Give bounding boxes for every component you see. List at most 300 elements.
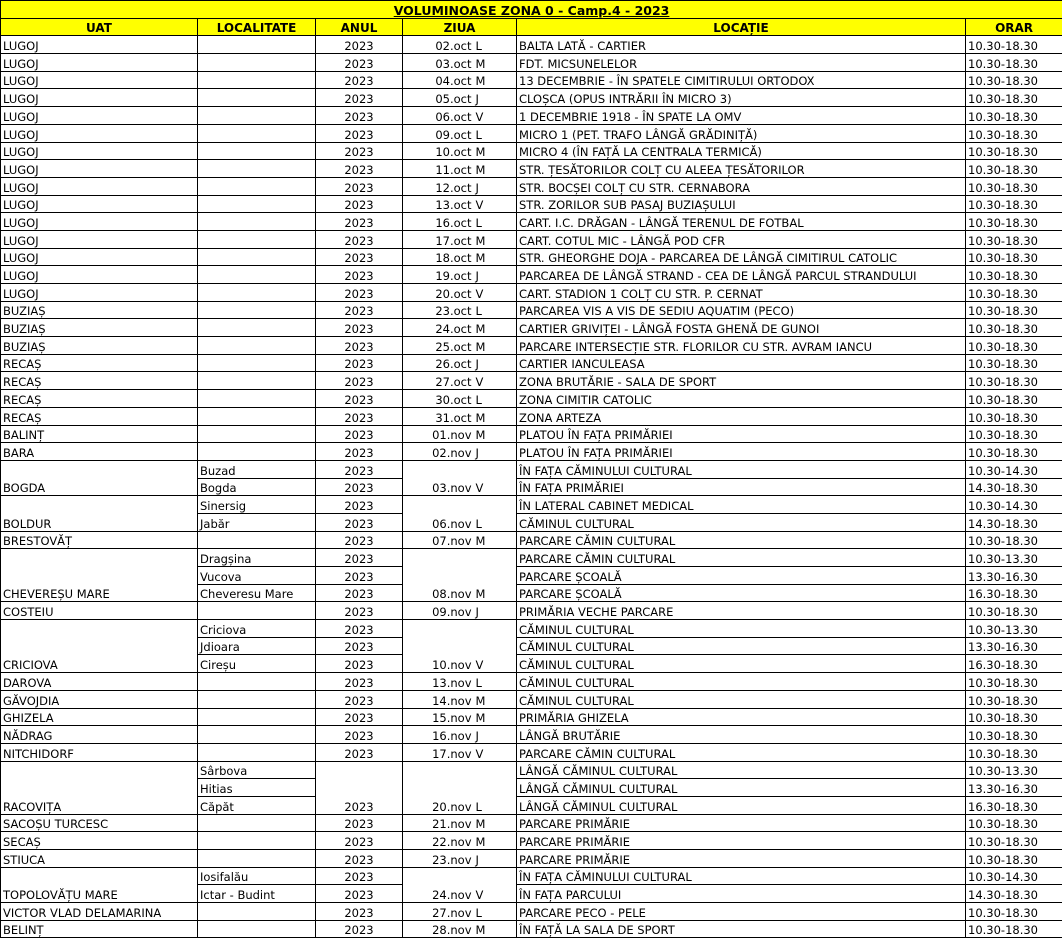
localitate-cell[interactable]: Hitias bbox=[198, 779, 316, 797]
uat-cell[interactable]: LUGOJ bbox=[1, 230, 198, 248]
year-cell[interactable]: 2023 bbox=[316, 885, 403, 903]
hours-cell[interactable]: 10.30-18.30 bbox=[966, 230, 1062, 248]
hours-cell[interactable]: 10.30-18.30 bbox=[966, 319, 1062, 337]
uat-cell[interactable]: LUGOJ bbox=[1, 177, 198, 195]
year-cell[interactable]: 2023 bbox=[316, 248, 403, 266]
date-cell[interactable]: 30.oct bbox=[403, 390, 474, 408]
year-cell[interactable]: 2023 bbox=[316, 319, 403, 337]
year-cell[interactable]: 2023 bbox=[316, 567, 403, 585]
year-cell[interactable]: 2023 bbox=[316, 513, 403, 531]
location-cell[interactable]: CĂMINUL CULTURAL bbox=[517, 620, 966, 638]
localitate-cell[interactable]: Cireșu bbox=[198, 655, 316, 673]
year-cell[interactable]: 2023 bbox=[316, 584, 403, 602]
weekday-cell[interactable]: L bbox=[474, 124, 517, 142]
hours-cell[interactable]: 14.30-18.30 bbox=[966, 885, 1062, 903]
hours-cell[interactable]: 16.30-18.30 bbox=[966, 584, 1062, 602]
uat-cell[interactable]: CRICIOVA bbox=[1, 620, 198, 673]
location-cell[interactable]: STR. ZORILOR SUB PASAJ BUZIAȘULUI bbox=[517, 195, 966, 213]
location-cell[interactable]: PARCARE PRIMĂRIE bbox=[517, 814, 966, 832]
hours-cell[interactable]: 10.30-18.30 bbox=[966, 673, 1062, 691]
location-cell[interactable]: 13 DECEMBRIE - ÎN SPATELE CIMITIRULUI ORTODOX bbox=[517, 71, 966, 89]
hours-cell[interactable]: 10.30-18.30 bbox=[966, 195, 1062, 213]
localitate-cell[interactable]: Jdioara bbox=[198, 637, 316, 655]
uat-cell[interactable]: RECAȘ bbox=[1, 372, 198, 390]
weekday-cell[interactable]: M bbox=[474, 549, 517, 602]
localitate-cell[interactable] bbox=[198, 708, 316, 726]
date-cell[interactable]: 10.oct bbox=[403, 142, 474, 160]
hours-cell[interactable]: 10.30-18.30 bbox=[966, 337, 1062, 355]
location-cell[interactable]: PARCARE ȘCOALĂ bbox=[517, 567, 966, 585]
uat-cell[interactable]: SACOȘU TURCESC bbox=[1, 814, 198, 832]
hours-cell[interactable]: 10.30-14.30 bbox=[966, 460, 1062, 478]
localitate-cell[interactable]: Cheveresu Mare bbox=[198, 584, 316, 602]
localitate-cell[interactable] bbox=[198, 850, 316, 868]
uat-cell[interactable]: VICTOR VLAD DELAMARINA bbox=[1, 903, 198, 921]
location-cell[interactable]: CART. STADION 1 COLȚ CU STR. P. CERNAT bbox=[517, 284, 966, 302]
localitate-cell[interactable] bbox=[198, 319, 316, 337]
localitate-cell[interactable]: Vucova bbox=[198, 567, 316, 585]
date-cell[interactable]: 09.oct bbox=[403, 124, 474, 142]
uat-cell[interactable]: LUGOJ bbox=[1, 54, 198, 72]
localitate-cell[interactable] bbox=[198, 425, 316, 443]
date-cell[interactable]: 31.oct bbox=[403, 407, 474, 425]
weekday-cell[interactable]: V bbox=[474, 195, 517, 213]
uat-cell[interactable]: SECAȘ bbox=[1, 832, 198, 850]
date-cell[interactable]: 03.nov bbox=[403, 460, 474, 495]
weekday-cell[interactable]: L bbox=[474, 390, 517, 408]
localitate-cell[interactable] bbox=[198, 743, 316, 761]
year-cell[interactable]: 2023 bbox=[316, 443, 403, 461]
location-cell[interactable]: MICRO 4 (ÎN FAȚĂ LA CENTRALA TERMICĂ) bbox=[517, 142, 966, 160]
uat-cell[interactable]: RACOVIȚA bbox=[1, 761, 198, 814]
date-cell[interactable]: 23.oct bbox=[403, 301, 474, 319]
uat-cell[interactable]: GĂVOJDIA bbox=[1, 690, 198, 708]
hours-cell[interactable]: 16.30-18.30 bbox=[966, 796, 1062, 814]
date-cell[interactable]: 27.oct bbox=[403, 372, 474, 390]
uat-cell[interactable]: NĂDRAG bbox=[1, 726, 198, 744]
year-cell[interactable]: 2023 bbox=[316, 284, 403, 302]
location-cell[interactable]: PLATOU ÎN FAȚA PRIMĂRIEI bbox=[517, 425, 966, 443]
hours-cell[interactable]: 10.30-18.30 bbox=[966, 354, 1062, 372]
weekday-cell[interactable]: J bbox=[474, 354, 517, 372]
localitate-cell[interactable]: Iosifalău bbox=[198, 867, 316, 885]
hours-cell[interactable]: 10.30-18.30 bbox=[966, 602, 1062, 620]
hours-cell[interactable]: 10.30-18.30 bbox=[966, 708, 1062, 726]
hours-cell[interactable]: 10.30-18.30 bbox=[966, 850, 1062, 868]
year-cell[interactable]: 2023 bbox=[316, 496, 403, 514]
hours-cell[interactable]: 10.30-18.30 bbox=[966, 832, 1062, 850]
localitate-cell[interactable] bbox=[198, 832, 316, 850]
localitate-cell[interactable] bbox=[198, 407, 316, 425]
hours-cell[interactable]: 10.30-18.30 bbox=[966, 71, 1062, 89]
localitate-cell[interactable] bbox=[198, 195, 316, 213]
uat-cell[interactable]: LUGOJ bbox=[1, 107, 198, 125]
weekday-cell[interactable]: M bbox=[474, 160, 517, 178]
location-cell[interactable]: PARCAREA DE LÂNGĂ STRAND - CEA DE LÂNGĂ PARCUL STRANDULUI bbox=[517, 266, 966, 284]
hours-cell[interactable]: 13.30-16.30 bbox=[966, 567, 1062, 585]
date-cell[interactable]: 24.nov bbox=[403, 867, 474, 902]
location-cell[interactable]: CĂMINUL CULTURAL bbox=[517, 513, 966, 531]
location-cell[interactable]: PARCARE CĂMIN CULTURAL bbox=[517, 549, 966, 567]
hours-cell[interactable]: 10.30-18.30 bbox=[966, 425, 1062, 443]
hours-cell[interactable]: 10.30-18.30 bbox=[966, 89, 1062, 107]
uat-cell[interactable]: COSTEIU bbox=[1, 602, 198, 620]
location-cell[interactable]: CLOȘCA (OPUS INTRĂRII ÎN MICRO 3) bbox=[517, 89, 966, 107]
weekday-cell[interactable]: V bbox=[474, 372, 517, 390]
uat-cell[interactable]: CHEVEREȘU MARE bbox=[1, 549, 198, 602]
uat-cell[interactable]: RECAȘ bbox=[1, 390, 198, 408]
year-cell[interactable]: 2023 bbox=[316, 850, 403, 868]
location-cell[interactable]: ZONA ARTEZA bbox=[517, 407, 966, 425]
location-cell[interactable]: CĂMINUL CULTURAL bbox=[517, 637, 966, 655]
weekday-cell[interactable]: M bbox=[474, 407, 517, 425]
weekday-cell[interactable]: M bbox=[474, 230, 517, 248]
location-cell[interactable]: PRIMĂRIA VECHE PARCARE bbox=[517, 602, 966, 620]
uat-cell[interactable]: BELINȚ bbox=[1, 920, 198, 938]
date-cell[interactable]: 14.nov bbox=[403, 690, 474, 708]
date-cell[interactable]: 11.oct bbox=[403, 160, 474, 178]
location-cell[interactable]: CARTIER GRIVIȚEI - LÂNGĂ FOSTA GHENĂ DE GUNOI bbox=[517, 319, 966, 337]
weekday-cell[interactable]: L bbox=[474, 213, 517, 231]
localitate-cell[interactable]: Criciova bbox=[198, 620, 316, 638]
weekday-cell[interactable]: M bbox=[474, 814, 517, 832]
year-cell[interactable]: 2023 bbox=[316, 637, 403, 655]
hours-cell[interactable]: 13.30-16.30 bbox=[966, 779, 1062, 797]
year-cell[interactable]: 2023 bbox=[316, 602, 403, 620]
year-cell[interactable]: 2023 bbox=[316, 124, 403, 142]
hours-cell[interactable]: 10.30-18.30 bbox=[966, 266, 1062, 284]
year-cell[interactable]: 2023 bbox=[316, 71, 403, 89]
location-cell[interactable]: ÎN FAȚĂ LA SALA DE SPORT bbox=[517, 920, 966, 938]
hours-cell[interactable]: 10.30-18.30 bbox=[966, 177, 1062, 195]
location-cell[interactable]: LÂNGĂ CĂMINUL CULTURAL bbox=[517, 779, 966, 797]
year-cell[interactable]: 2023 bbox=[316, 107, 403, 125]
uat-cell[interactable]: LUGOJ bbox=[1, 71, 198, 89]
location-cell[interactable]: LÂNGĂ CĂMINUL CULTURAL bbox=[517, 761, 966, 779]
weekday-cell[interactable]: J bbox=[474, 726, 517, 744]
localitate-cell[interactable] bbox=[198, 266, 316, 284]
location-cell[interactable]: LÂNGĂ BRUTĂRIE bbox=[517, 726, 966, 744]
date-cell[interactable]: 13.oct bbox=[403, 195, 474, 213]
hours-cell[interactable]: 10.30-18.30 bbox=[966, 124, 1062, 142]
uat-cell[interactable]: DAROVA bbox=[1, 673, 198, 691]
year-cell[interactable]: 2023 bbox=[316, 177, 403, 195]
localitate-cell[interactable] bbox=[198, 602, 316, 620]
localitate-cell[interactable] bbox=[198, 390, 316, 408]
location-cell[interactable]: PARCARE CĂMIN CULTURAL bbox=[517, 531, 966, 549]
location-cell[interactable]: CART. I.C. DRĂGAN - LÂNGĂ TERENUL DE FOTBAL bbox=[517, 213, 966, 231]
location-cell[interactable]: LÂNGĂ CĂMINUL CULTURAL bbox=[517, 796, 966, 814]
hours-cell[interactable]: 10.30-18.30 bbox=[966, 301, 1062, 319]
year-cell[interactable]: 2023 bbox=[316, 814, 403, 832]
weekday-cell[interactable]: M bbox=[474, 54, 517, 72]
uat-cell[interactable]: LUGOJ bbox=[1, 284, 198, 302]
localitate-cell[interactable] bbox=[198, 443, 316, 461]
localitate-cell[interactable]: Dragșina bbox=[198, 549, 316, 567]
localitate-cell[interactable] bbox=[198, 107, 316, 125]
location-cell[interactable]: ÎN FAȚA CĂMINULUI CULTURAL bbox=[517, 460, 966, 478]
weekday-cell[interactable]: L bbox=[474, 36, 517, 54]
date-cell[interactable]: 27.nov bbox=[403, 903, 474, 921]
date-cell[interactable]: 28.nov bbox=[403, 920, 474, 938]
location-cell[interactable]: ÎN FAȚA CĂMINULUI CULTURAL bbox=[517, 867, 966, 885]
uat-cell[interactable]: TOPOLOVĂȚU MARE bbox=[1, 867, 198, 902]
localitate-cell[interactable] bbox=[198, 903, 316, 921]
location-cell[interactable]: PRIMĂRIA GHIZELA bbox=[517, 708, 966, 726]
location-cell[interactable]: CART. COTUL MIC - LÂNGĂ POD CFR bbox=[517, 230, 966, 248]
date-cell[interactable]: 06.nov bbox=[403, 496, 474, 531]
localitate-cell[interactable] bbox=[198, 372, 316, 390]
year-cell[interactable]: 2023 bbox=[316, 301, 403, 319]
localitate-cell[interactable] bbox=[198, 673, 316, 691]
year-cell[interactable]: 2023 bbox=[316, 620, 403, 638]
location-cell[interactable]: CARTIER IANCULEASA bbox=[517, 354, 966, 372]
weekday-cell[interactable]: V bbox=[474, 743, 517, 761]
header-locatie[interactable]: LOCAȚIE bbox=[517, 18, 966, 36]
uat-cell[interactable]: BOLDUR bbox=[1, 496, 198, 531]
location-cell[interactable]: PARCARE PRIMĂRIE bbox=[517, 832, 966, 850]
localitate-cell[interactable]: Sinersig bbox=[198, 496, 316, 514]
date-cell[interactable]: 08.nov bbox=[403, 549, 474, 602]
year-cell[interactable]: 2023 bbox=[316, 142, 403, 160]
location-cell[interactable]: PARCARE CĂMIN CULTURAL bbox=[517, 743, 966, 761]
weekday-cell[interactable]: L bbox=[474, 673, 517, 691]
weekday-cell[interactable]: J bbox=[474, 89, 517, 107]
hours-cell[interactable]: 10.30-13.30 bbox=[966, 761, 1062, 779]
year-cell[interactable]: 2023 bbox=[316, 673, 403, 691]
year-cell[interactable]: 2023 bbox=[316, 160, 403, 178]
header-ziua[interactable]: ZIUA bbox=[403, 18, 517, 36]
date-cell[interactable]: 03.oct bbox=[403, 54, 474, 72]
weekday-cell[interactable]: J bbox=[474, 443, 517, 461]
hours-cell[interactable]: 10.30-18.30 bbox=[966, 443, 1062, 461]
date-cell[interactable]: 23.nov bbox=[403, 850, 474, 868]
date-cell[interactable]: 13.nov bbox=[403, 673, 474, 691]
location-cell[interactable]: CĂMINUL CULTURAL bbox=[517, 655, 966, 673]
date-cell[interactable]: 17.oct bbox=[403, 230, 474, 248]
hours-cell[interactable]: 14.30-18.30 bbox=[966, 513, 1062, 531]
date-cell[interactable]: 18.oct bbox=[403, 248, 474, 266]
uat-cell[interactable]: LUGOJ bbox=[1, 124, 198, 142]
year-cell[interactable]: 2023 bbox=[316, 761, 403, 814]
location-cell[interactable]: BALTA LATĂ - CARTIER bbox=[517, 36, 966, 54]
location-cell[interactable]: ÎN LATERAL CABINET MEDICAL bbox=[517, 496, 966, 514]
hours-cell[interactable]: 10.30-14.30 bbox=[966, 496, 1062, 514]
year-cell[interactable]: 2023 bbox=[316, 407, 403, 425]
hours-cell[interactable]: 16.30-18.30 bbox=[966, 655, 1062, 673]
hours-cell[interactable]: 13.30-16.30 bbox=[966, 637, 1062, 655]
weekday-cell[interactable]: V bbox=[474, 867, 517, 902]
weekday-cell[interactable]: J bbox=[474, 850, 517, 868]
hours-cell[interactable]: 10.30-18.30 bbox=[966, 142, 1062, 160]
weekday-cell[interactable]: L bbox=[474, 761, 517, 814]
weekday-cell[interactable]: L bbox=[474, 496, 517, 531]
weekday-cell[interactable]: J bbox=[474, 266, 517, 284]
hours-cell[interactable]: 10.30-18.30 bbox=[966, 36, 1062, 54]
location-cell[interactable]: ÎN FAȚA PARCULUI bbox=[517, 885, 966, 903]
date-cell[interactable]: 16.nov bbox=[403, 726, 474, 744]
hours-cell[interactable]: 10.30-18.30 bbox=[966, 160, 1062, 178]
localitate-cell[interactable]: Ictar - Budint bbox=[198, 885, 316, 903]
weekday-cell[interactable]: M bbox=[474, 142, 517, 160]
date-cell[interactable]: 15.nov bbox=[403, 708, 474, 726]
date-cell[interactable]: 02.nov bbox=[403, 443, 474, 461]
localitate-cell[interactable] bbox=[198, 531, 316, 549]
localitate-cell[interactable]: Bogda bbox=[198, 478, 316, 496]
localitate-cell[interactable] bbox=[198, 177, 316, 195]
uat-cell[interactable]: LUGOJ bbox=[1, 266, 198, 284]
date-cell[interactable]: 17.nov bbox=[403, 743, 474, 761]
hours-cell[interactable]: 10.30-18.30 bbox=[966, 107, 1062, 125]
weekday-cell[interactable]: M bbox=[474, 319, 517, 337]
localitate-cell[interactable] bbox=[198, 124, 316, 142]
location-cell[interactable]: PARCARE INTERSECȚIE STR. FLORILOR CU STR. AVRAM IANCU bbox=[517, 337, 966, 355]
year-cell[interactable]: 2023 bbox=[316, 354, 403, 372]
year-cell[interactable]: 2023 bbox=[316, 867, 403, 885]
year-cell[interactable]: 2023 bbox=[316, 36, 403, 54]
location-cell[interactable]: PARCARE PECO - PELE bbox=[517, 903, 966, 921]
localitate-cell[interactable] bbox=[198, 690, 316, 708]
location-cell[interactable]: PARCARE ȘCOALĂ bbox=[517, 584, 966, 602]
uat-cell[interactable]: LUGOJ bbox=[1, 195, 198, 213]
uat-cell[interactable]: LUGOJ bbox=[1, 213, 198, 231]
date-cell[interactable]: 10.nov bbox=[403, 620, 474, 673]
year-cell[interactable]: 2023 bbox=[316, 478, 403, 496]
uat-cell[interactable]: LUGOJ bbox=[1, 89, 198, 107]
location-cell[interactable]: ÎN FAȚA PRIMĂRIEI bbox=[517, 478, 966, 496]
location-cell[interactable]: ZONA BRUTĂRIE - SALA DE SPORT bbox=[517, 372, 966, 390]
hours-cell[interactable]: 10.30-18.30 bbox=[966, 531, 1062, 549]
localitate-cell[interactable] bbox=[198, 337, 316, 355]
year-cell[interactable]: 2023 bbox=[316, 726, 403, 744]
localitate-cell[interactable] bbox=[198, 284, 316, 302]
date-cell[interactable]: 25.oct bbox=[403, 337, 474, 355]
location-cell[interactable]: ZONA CIMITIR CATOLIC bbox=[517, 390, 966, 408]
hours-cell[interactable]: 10.30-13.30 bbox=[966, 620, 1062, 638]
date-cell[interactable]: 04.oct bbox=[403, 71, 474, 89]
localitate-cell[interactable] bbox=[198, 36, 316, 54]
date-cell[interactable]: 07.nov bbox=[403, 531, 474, 549]
uat-cell[interactable]: BOGDA bbox=[1, 460, 198, 495]
year-cell[interactable]: 2023 bbox=[316, 920, 403, 938]
weekday-cell[interactable]: M bbox=[474, 337, 517, 355]
weekday-cell[interactable]: J bbox=[474, 602, 517, 620]
localitate-cell[interactable]: Sârbova bbox=[198, 761, 316, 779]
date-cell[interactable]: 02.oct bbox=[403, 36, 474, 54]
uat-cell[interactable]: BARA bbox=[1, 443, 198, 461]
hours-cell[interactable]: 10.30-18.30 bbox=[966, 213, 1062, 231]
date-cell[interactable]: 24.oct bbox=[403, 319, 474, 337]
year-cell[interactable]: 2023 bbox=[316, 690, 403, 708]
hours-cell[interactable]: 10.30-18.30 bbox=[966, 372, 1062, 390]
year-cell[interactable]: 2023 bbox=[316, 266, 403, 284]
hours-cell[interactable]: 10.30-18.30 bbox=[966, 284, 1062, 302]
year-cell[interactable]: 2023 bbox=[316, 425, 403, 443]
year-cell[interactable]: 2023 bbox=[316, 195, 403, 213]
uat-cell[interactable]: RECAȘ bbox=[1, 354, 198, 372]
hours-cell[interactable]: 10.30-18.30 bbox=[966, 743, 1062, 761]
date-cell[interactable]: 05.oct bbox=[403, 89, 474, 107]
location-cell[interactable]: PLATOU ÎN FAȚA PRIMĂRIEI bbox=[517, 443, 966, 461]
header-localitate[interactable]: LOCALITATE bbox=[198, 18, 316, 36]
location-cell[interactable]: CĂMINUL CULTURAL bbox=[517, 690, 966, 708]
uat-cell[interactable]: LUGOJ bbox=[1, 142, 198, 160]
weekday-cell[interactable]: V bbox=[474, 620, 517, 673]
localitate-cell[interactable] bbox=[198, 160, 316, 178]
location-cell[interactable]: STR. GHEORGHE DOJA - PARCAREA DE LÂNGĂ CIMITIRUL CATOLIC bbox=[517, 248, 966, 266]
weekday-cell[interactable]: M bbox=[474, 708, 517, 726]
localitate-cell[interactable] bbox=[198, 213, 316, 231]
hours-cell[interactable]: 10.30-18.30 bbox=[966, 690, 1062, 708]
location-cell[interactable]: STR. ȚESĂTORILOR COLȚ CU ALEEA ȚESĂTORILOR bbox=[517, 160, 966, 178]
uat-cell[interactable]: BUZIAȘ bbox=[1, 337, 198, 355]
localitate-cell[interactable] bbox=[198, 71, 316, 89]
localitate-cell[interactable] bbox=[198, 230, 316, 248]
uat-cell[interactable]: RECAȘ bbox=[1, 407, 198, 425]
uat-cell[interactable]: LUGOJ bbox=[1, 160, 198, 178]
year-cell[interactable]: 2023 bbox=[316, 655, 403, 673]
weekday-cell[interactable]: V bbox=[474, 284, 517, 302]
weekday-cell[interactable]: M bbox=[474, 248, 517, 266]
location-cell[interactable]: PARCARE PRIMĂRIE bbox=[517, 850, 966, 868]
hours-cell[interactable]: 10.30-18.30 bbox=[966, 903, 1062, 921]
hours-cell[interactable]: 10.30-14.30 bbox=[966, 867, 1062, 885]
date-cell[interactable]: 16.oct bbox=[403, 213, 474, 231]
uat-cell[interactable]: STIUCA bbox=[1, 850, 198, 868]
weekday-cell[interactable]: J bbox=[474, 177, 517, 195]
localitate-cell[interactable] bbox=[198, 920, 316, 938]
date-cell[interactable]: 20.oct bbox=[403, 284, 474, 302]
location-cell[interactable]: FDT. MICSUNELELOR bbox=[517, 54, 966, 72]
localitate-cell[interactable] bbox=[198, 354, 316, 372]
uat-cell[interactable]: GHIZELA bbox=[1, 708, 198, 726]
date-cell[interactable]: 21.nov bbox=[403, 814, 474, 832]
uat-cell[interactable]: LUGOJ bbox=[1, 248, 198, 266]
localitate-cell[interactable]: Jabăr bbox=[198, 513, 316, 531]
uat-cell[interactable]: LUGOJ bbox=[1, 36, 198, 54]
uat-cell[interactable]: BUZIAȘ bbox=[1, 319, 198, 337]
date-cell[interactable]: 26.oct bbox=[403, 354, 474, 372]
weekday-cell[interactable]: M bbox=[474, 832, 517, 850]
hours-cell[interactable]: 14.30-18.30 bbox=[966, 478, 1062, 496]
year-cell[interactable]: 2023 bbox=[316, 903, 403, 921]
hours-cell[interactable]: 10.30-18.30 bbox=[966, 248, 1062, 266]
date-cell[interactable]: 09.nov bbox=[403, 602, 474, 620]
hours-cell[interactable]: 10.30-18.30 bbox=[966, 407, 1062, 425]
year-cell[interactable]: 2023 bbox=[316, 708, 403, 726]
weekday-cell[interactable]: M bbox=[474, 531, 517, 549]
hours-cell[interactable]: 10.30-18.30 bbox=[966, 726, 1062, 744]
year-cell[interactable]: 2023 bbox=[316, 549, 403, 567]
header-uat[interactable]: UAT bbox=[1, 18, 198, 36]
hours-cell[interactable]: 10.30-18.30 bbox=[966, 920, 1062, 938]
localitate-cell[interactable] bbox=[198, 301, 316, 319]
date-cell[interactable]: 20.nov bbox=[403, 761, 474, 814]
weekday-cell[interactable]: M bbox=[474, 690, 517, 708]
hours-cell[interactable]: 10.30-18.30 bbox=[966, 390, 1062, 408]
date-cell[interactable]: 06.oct bbox=[403, 107, 474, 125]
year-cell[interactable]: 2023 bbox=[316, 832, 403, 850]
header-orar[interactable]: ORAR bbox=[966, 18, 1062, 36]
hours-cell[interactable]: 10.30-18.30 bbox=[966, 54, 1062, 72]
year-cell[interactable]: 2023 bbox=[316, 531, 403, 549]
year-cell[interactable]: 2023 bbox=[316, 460, 403, 478]
localitate-cell[interactable]: Buzad bbox=[198, 460, 316, 478]
localitate-cell[interactable] bbox=[198, 726, 316, 744]
location-cell[interactable]: 1 DECEMBRIE 1918 - ÎN SPATE LA OMV bbox=[517, 107, 966, 125]
weekday-cell[interactable]: M bbox=[474, 71, 517, 89]
weekday-cell[interactable]: V bbox=[474, 107, 517, 125]
